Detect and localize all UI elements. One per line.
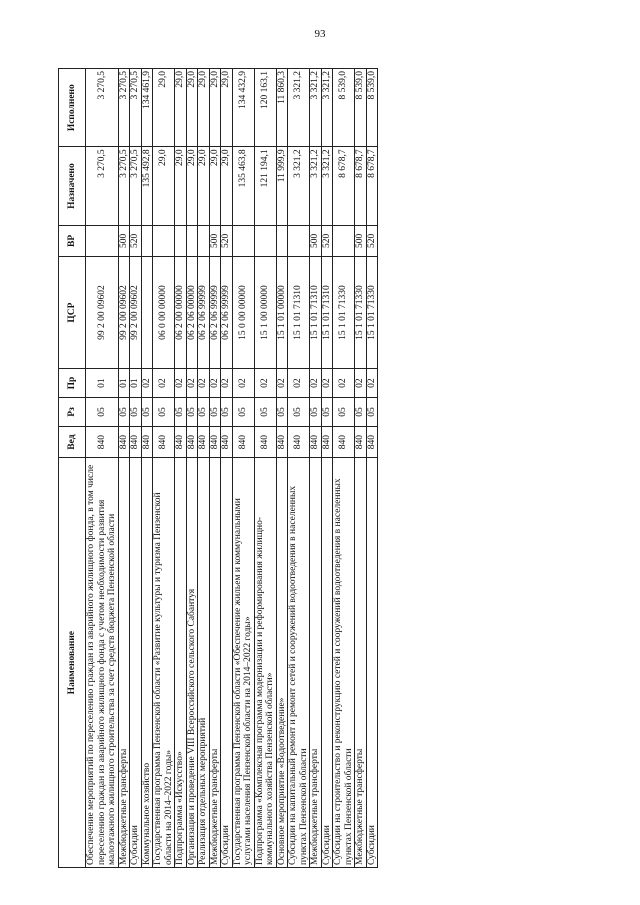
cell-csr: 15 1 01 71310 <box>321 257 333 369</box>
cell-assigned: 29,0 <box>186 147 198 225</box>
cell-rz: 05 <box>130 398 142 427</box>
cell-ved: 840 <box>118 426 130 457</box>
cell-rz: 05 <box>254 398 276 427</box>
cell-executed: 3 270,5 <box>86 69 119 147</box>
cell-executed: 3 270,5 <box>118 69 130 147</box>
cell-ved: 840 <box>198 426 210 457</box>
cell-executed: 29,0 <box>221 69 233 147</box>
cell-vr <box>175 225 187 256</box>
cell-pr: 02 <box>321 369 333 398</box>
cell-vr <box>276 225 288 256</box>
cell-vr: 500 <box>209 225 221 256</box>
cell-rz: 05 <box>333 398 355 427</box>
header-ved: Вед <box>59 426 86 457</box>
cell-csr: 15 1 01 71310 <box>288 257 310 369</box>
cell-rz: 05 <box>175 398 187 427</box>
cell-rz: 05 <box>310 398 322 427</box>
cell-name: Межбюджетные трансферты <box>355 458 367 868</box>
cell-vr <box>232 225 254 256</box>
cell-assigned: 29,0 <box>153 147 175 225</box>
cell-executed: 29,0 <box>186 69 198 147</box>
cell-vr <box>186 225 198 256</box>
cell-ved: 840 <box>288 426 310 457</box>
cell-executed: 8 539,0 <box>333 69 355 147</box>
cell-csr: 99 2 00 09602 <box>130 257 142 369</box>
cell-pr: 02 <box>232 369 254 398</box>
cell-pr: 02 <box>186 369 198 398</box>
cell-vr: 520 <box>366 225 378 256</box>
cell-executed: 29,0 <box>153 69 175 147</box>
cell-rz: 05 <box>355 398 367 427</box>
cell-ved: 840 <box>232 426 254 457</box>
cell-executed: 3 321,2 <box>321 69 333 147</box>
cell-ved: 840 <box>310 426 322 457</box>
cell-vr <box>254 225 276 256</box>
cell-ved: 840 <box>153 426 175 457</box>
table-row <box>254 69 276 868</box>
cell-name: Субсидии на строительство и реконструкцию сетей и сооружений водоотведения в населенных пунктах Пензенской области <box>333 458 355 868</box>
cell-name: Реализация отдельных мероприятий <box>198 458 210 868</box>
cell-assigned: 29,0 <box>209 147 221 225</box>
cell-pr: 02 <box>288 369 310 398</box>
page-number: 93 <box>314 28 326 40</box>
cell-ved: 840 <box>254 426 276 457</box>
table-row <box>175 69 187 868</box>
cell-executed: 3 270,5 <box>130 69 142 147</box>
table-row <box>130 69 142 868</box>
cell-assigned: 3 270,5 <box>130 147 142 225</box>
cell-rz: 05 <box>186 398 198 427</box>
cell-executed: 29,0 <box>209 69 221 147</box>
cell-pr: 02 <box>141 369 153 398</box>
cell-ved: 840 <box>221 426 233 457</box>
cell-csr: 15 1 01 71330 <box>355 257 367 369</box>
cell-csr: 99 2 00 09602 <box>86 257 119 369</box>
cell-csr: 06 2 06 99999 <box>209 257 221 369</box>
header-vr: ВР <box>59 225 86 256</box>
header-executed: Исполнено <box>59 69 86 147</box>
cell-pr: 02 <box>153 369 175 398</box>
cell-csr: 06 2 00 00000 <box>175 257 187 369</box>
header-csr: ЦСР <box>59 257 86 369</box>
cell-ved: 840 <box>209 426 221 457</box>
cell-vr <box>288 225 310 256</box>
cell-csr: 15 1 00 00000 <box>254 257 276 369</box>
cell-ved: 840 <box>86 426 119 457</box>
cell-ved: 840 <box>321 426 333 457</box>
cell-pr: 01 <box>130 369 142 398</box>
cell-executed: 29,0 <box>198 69 210 147</box>
table-row <box>186 69 198 868</box>
cell-assigned: 29,0 <box>175 147 187 225</box>
cell-vr: 520 <box>221 225 233 256</box>
cell-assigned: 135 492,8 <box>141 147 153 225</box>
cell-csr: 06 2 06 99999 <box>198 257 210 369</box>
cell-vr <box>153 225 175 256</box>
cell-assigned: 135 463,8 <box>232 147 254 225</box>
cell-assigned: 8 678,7 <box>333 147 355 225</box>
cell-ved: 840 <box>276 426 288 457</box>
cell-vr: 520 <box>130 225 142 256</box>
cell-ved: 840 <box>130 426 142 457</box>
cell-assigned: 29,0 <box>221 147 233 225</box>
cell-name: Государственная программа Пензенской области «Развитие культуры и туризма Пензенской области на 2014–2022 годы» <box>153 458 175 868</box>
cell-csr: 15 1 01 71330 <box>333 257 355 369</box>
rotated-table-container <box>58 68 558 868</box>
cell-name: Коммунальное хозяйство <box>141 458 153 868</box>
cell-pr: 02 <box>209 369 221 398</box>
table-row <box>333 69 355 868</box>
cell-rz: 05 <box>86 398 119 427</box>
cell-name: Основное мероприятие «Водоотведение» <box>276 458 288 868</box>
cell-vr <box>333 225 355 256</box>
table-row <box>355 69 367 868</box>
cell-vr <box>198 225 210 256</box>
cell-pr: 02 <box>198 369 210 398</box>
header-pr: Пр <box>59 369 86 398</box>
cell-assigned: 8 678,7 <box>366 147 378 225</box>
cell-executed: 8 539,0 <box>355 69 367 147</box>
cell-assigned: 11 999,9 <box>276 147 288 225</box>
cell-vr <box>141 225 153 256</box>
cell-executed: 3 321,2 <box>288 69 310 147</box>
cell-executed: 120 163,1 <box>254 69 276 147</box>
cell-rz: 05 <box>321 398 333 427</box>
cell-rz: 05 <box>209 398 221 427</box>
cell-name: Межбюджетные трансферты <box>310 458 322 868</box>
cell-rz: 05 <box>198 398 210 427</box>
cell-name: Государственная программа Пензенской области «Обеспечение жильем и коммунальными услугами населения Пензенской области на 2014–2022 годы» <box>232 458 254 868</box>
cell-pr: 02 <box>333 369 355 398</box>
table-row <box>141 69 153 868</box>
cell-rz: 05 <box>141 398 153 427</box>
cell-vr: 500 <box>355 225 367 256</box>
cell-assigned: 3 270,5 <box>86 147 119 225</box>
header-name: Наименование <box>59 458 86 868</box>
table-body <box>86 69 378 868</box>
cell-rz: 05 <box>366 398 378 427</box>
cell-name: Субсидии <box>321 458 333 868</box>
cell-executed: 29,0 <box>175 69 187 147</box>
cell-pr: 02 <box>276 369 288 398</box>
cell-csr: 15 1 01 00000 <box>276 257 288 369</box>
table-row <box>366 69 378 868</box>
cell-csr: 06 0 00 00000 <box>153 257 175 369</box>
table-header-row <box>59 69 86 868</box>
cell-name: Субсидии <box>130 458 142 868</box>
cell-pr: 02 <box>366 369 378 398</box>
cell-ved: 840 <box>366 426 378 457</box>
cell-ved: 840 <box>333 426 355 457</box>
table-row <box>118 69 130 868</box>
cell-name: Обеспечение мероприятий по переселению граждан из аварийного жилищного фонда, в том числе переселению граждан из аварийного жилищного фонда с учетом необходимости развития малоэтажного жилищного строительства за счет средств бюджета Пензенской области <box>86 458 119 868</box>
cell-assigned: 3 321,2 <box>321 147 333 225</box>
cell-name: Организация и проведение VIII Всероссийского сельского Сабантуя <box>186 458 198 868</box>
table-row <box>86 69 119 868</box>
cell-executed: 8 539,0 <box>366 69 378 147</box>
cell-csr: 15 1 01 71330 <box>366 257 378 369</box>
cell-name: Субсидии на капитальный ремонт и ремонт сетей и сооружений водоотведения в населенных пунктах Пензенской области <box>288 458 310 868</box>
cell-assigned: 3 270,5 <box>118 147 130 225</box>
cell-csr: 99 2 00 09602 <box>118 257 130 369</box>
cell-name: Межбюджетные трансферты <box>209 458 221 868</box>
cell-pr: 01 <box>86 369 119 398</box>
table-row <box>232 69 254 868</box>
cell-rz: 05 <box>153 398 175 427</box>
budget-table <box>58 68 378 868</box>
cell-vr: 500 <box>310 225 322 256</box>
cell-name: Подпрограмма «Искусство» <box>175 458 187 868</box>
cell-executed: 134 432,9 <box>232 69 254 147</box>
table-row <box>153 69 175 868</box>
cell-ved: 840 <box>186 426 198 457</box>
cell-vr: 500 <box>118 225 130 256</box>
cell-pr: 01 <box>118 369 130 398</box>
table-row <box>221 69 233 868</box>
cell-assigned: 3 321,2 <box>288 147 310 225</box>
cell-ved: 840 <box>141 426 153 457</box>
cell-name: Субсидии <box>221 458 233 868</box>
cell-name: Субсидии <box>366 458 378 868</box>
cell-ved: 840 <box>175 426 187 457</box>
header-assigned: Назначено <box>59 147 86 225</box>
table-row <box>276 69 288 868</box>
cell-pr: 02 <box>254 369 276 398</box>
cell-assigned: 3 321,2 <box>310 147 322 225</box>
cell-csr: 15 0 00 00000 <box>232 257 254 369</box>
cell-csr <box>141 257 153 369</box>
cell-assigned: 121 194,1 <box>254 147 276 225</box>
table-row <box>288 69 310 868</box>
table-row <box>198 69 210 868</box>
cell-vr: 520 <box>321 225 333 256</box>
cell-assigned: 29,0 <box>198 147 210 225</box>
cell-csr: 06 2 06 99999 <box>221 257 233 369</box>
cell-rz: 05 <box>232 398 254 427</box>
cell-rz: 05 <box>276 398 288 427</box>
cell-rz: 05 <box>288 398 310 427</box>
cell-executed: 3 321,2 <box>310 69 322 147</box>
cell-pr: 02 <box>355 369 367 398</box>
table-row <box>321 69 333 868</box>
cell-csr: 06 2 06 00000 <box>186 257 198 369</box>
cell-assigned: 8 678,7 <box>355 147 367 225</box>
cell-ved: 840 <box>355 426 367 457</box>
cell-name: Подпрограмма «Комплексная программа модернизации и реформирования жилищно-коммунального хозяйства Пензенской области» <box>254 458 276 868</box>
cell-rz: 05 <box>221 398 233 427</box>
cell-executed: 134 461,9 <box>141 69 153 147</box>
cell-pr: 02 <box>175 369 187 398</box>
cell-pr: 02 <box>310 369 322 398</box>
cell-csr: 15 1 01 71310 <box>310 257 322 369</box>
cell-vr <box>86 225 119 256</box>
cell-rz: 05 <box>118 398 130 427</box>
table-row <box>310 69 322 868</box>
cell-pr: 02 <box>221 369 233 398</box>
table-row <box>209 69 221 868</box>
cell-name: Межбюджетные трансферты <box>118 458 130 868</box>
cell-executed: 11 860,3 <box>276 69 288 147</box>
header-rz: Рз <box>59 398 86 427</box>
